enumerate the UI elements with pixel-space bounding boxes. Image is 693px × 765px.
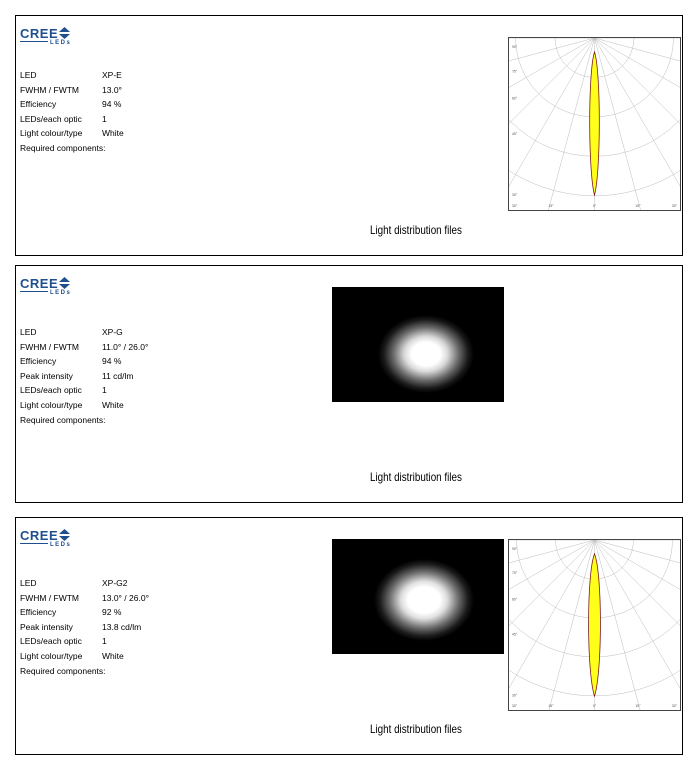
spec-row: [20, 620, 142, 635]
spec-row: [20, 325, 123, 340]
beam-image: [332, 287, 504, 402]
spec-key: Light colour/type: [20, 128, 83, 139]
spec-value: 1: [102, 113, 107, 124]
spec-value: 94 %: [102, 356, 122, 367]
spec-value: 13.8 cd/lm: [102, 621, 142, 632]
polar-angle-label: 15°: [635, 204, 641, 209]
polar-plot: [509, 540, 680, 710]
spec-row: [20, 340, 149, 355]
product-panel-xp-e: [15, 15, 683, 256]
beam-image: [332, 539, 504, 654]
polar-spoke: [509, 540, 595, 710]
polar-angle-label: 60°: [511, 597, 518, 602]
light-distribution-files-link[interactable]: Light distribution files: [370, 470, 462, 484]
spec-row: [20, 576, 128, 591]
spec-row: [20, 383, 106, 398]
polar-spoke: [595, 540, 681, 647]
light-distribution-files-link[interactable]: Light distribution files: [370, 722, 462, 736]
diamond-icon: [59, 277, 70, 289]
spec-row: [20, 605, 122, 620]
spec-row: [20, 126, 124, 141]
polar-lobe: [590, 52, 600, 195]
logo-underline: [20, 41, 48, 42]
spec-value: 11.0° / 26.0°: [102, 341, 149, 352]
spec-value: 1: [102, 385, 107, 396]
spec-key: FWHM / FWTM: [20, 592, 80, 603]
spec-row: [20, 398, 124, 413]
spec-key: Light colour/type: [20, 399, 83, 410]
spec-key: LEDs/each optic: [20, 636, 82, 647]
spec-row: [20, 68, 122, 83]
polar-angle-label: 15°: [635, 704, 641, 709]
polar-spoke: [509, 38, 595, 191]
spec-row: [20, 634, 106, 649]
cree-leds-logo: [20, 276, 80, 302]
polar-spoke: [595, 38, 681, 191]
spec-value: 92 %: [102, 607, 122, 618]
spec-key: LEDs/each optic: [20, 113, 82, 124]
spec-key: Light colour/type: [20, 650, 83, 661]
polar-angle-label: 45°: [511, 131, 518, 136]
spec-key: Peak intensity: [20, 621, 73, 632]
spec-list: [20, 576, 149, 678]
spec-value: XP-E: [102, 70, 122, 80]
spec-row: [20, 369, 134, 384]
logo-underline: [20, 543, 48, 544]
polar-angle-label: 30°: [671, 704, 678, 709]
brand-sub: LEDs: [50, 40, 72, 46]
polar-spoke: [509, 540, 595, 647]
spec-value: 11 cd/lm: [102, 370, 134, 381]
beam-spot: [378, 315, 474, 393]
polar-angle-label: 30°: [511, 704, 518, 709]
light-distribution-files-link[interactable]: Light distribution files: [370, 223, 462, 237]
polar-angle-label: 0°: [592, 704, 597, 709]
polar-spoke: [592, 38, 681, 210]
diamond-icon: [59, 529, 70, 541]
polar-angle-label: 75°: [511, 69, 518, 74]
spec-key: Efficiency: [20, 99, 57, 110]
spec-value: 1: [102, 636, 107, 647]
polar-spoke: [592, 540, 650, 710]
spec-value: White: [102, 128, 124, 139]
spec-row: [20, 649, 124, 664]
cree-leds-logo: [20, 26, 80, 52]
polar-angle-label: 90°: [511, 546, 518, 551]
spec-value: 13.0° / 26.0°: [102, 592, 149, 603]
polar-angle-label: 30°: [511, 204, 518, 209]
spec-value: White: [102, 399, 124, 410]
required-components: Required components:: [20, 142, 106, 153]
spec-key: Peak intensity: [20, 370, 73, 381]
spec-row: [20, 112, 106, 127]
brand-sub: LEDs: [50, 542, 72, 548]
spec-key: LEDs/each optic: [20, 385, 82, 396]
polar-angle-label: 0°: [592, 204, 597, 209]
polar-plot: [509, 38, 680, 210]
spec-value: 13.0°: [102, 84, 122, 95]
product-panel-xp-g: [15, 265, 683, 503]
spec-value: XP-G: [102, 327, 123, 337]
polar-diagram: [508, 37, 681, 211]
diamond-icon: [59, 27, 70, 39]
spec-list: [20, 68, 124, 156]
spec-key: LED: [20, 70, 37, 80]
required-components: Required components:: [20, 665, 106, 676]
polar-angle-label: 60°: [511, 96, 518, 101]
spec-value: 94 %: [102, 99, 122, 110]
polar-angle-label: 90°: [511, 44, 518, 49]
brand-name: CREE: [20, 528, 59, 543]
polar-lobe: [589, 554, 601, 696]
spec-row: [20, 591, 149, 606]
beam-spot: [374, 559, 474, 641]
polar-angle-label: 15°: [548, 704, 554, 709]
polar-spoke: [509, 38, 595, 210]
polar-angle-label: 30°: [511, 693, 518, 698]
spec-key: FWHM / FWTM: [20, 84, 80, 95]
required-components: Required components:: [20, 414, 106, 425]
polar-angle-label: 30°: [511, 193, 518, 198]
polar-diagram: [508, 539, 681, 711]
brand-name: CREE: [20, 26, 59, 41]
polar-angle-label: 15°: [548, 204, 554, 209]
polar-spoke: [509, 38, 595, 146]
spec-row: [20, 354, 122, 369]
brand-sub: LEDs: [50, 290, 72, 296]
spec-list: [20, 325, 149, 427]
polar-angle-label: 30°: [671, 204, 678, 209]
spec-key: Efficiency: [20, 607, 57, 618]
brand-name: CREE: [20, 276, 59, 291]
spec-key: LED: [20, 578, 37, 588]
polar-spoke: [539, 540, 594, 710]
logo-underline: [20, 291, 48, 292]
polar-spoke: [595, 38, 681, 146]
polar-spoke: [592, 38, 651, 210]
spec-row: [20, 97, 122, 112]
polar-spoke: [592, 540, 681, 710]
spec-key: FWHM / FWTM: [20, 341, 80, 352]
polar-spoke: [539, 38, 595, 210]
spec-value: White: [102, 650, 124, 661]
polar-angle-label: 45°: [511, 632, 518, 637]
spec-key: LED: [20, 327, 37, 337]
cree-leds-logo: [20, 528, 80, 554]
polar-angle-label: 75°: [511, 571, 518, 576]
spec-key: Efficiency: [20, 356, 57, 367]
spec-value: XP-G2: [102, 578, 128, 588]
spec-row: [20, 83, 122, 98]
product-panel-xp-g2: [15, 517, 683, 755]
